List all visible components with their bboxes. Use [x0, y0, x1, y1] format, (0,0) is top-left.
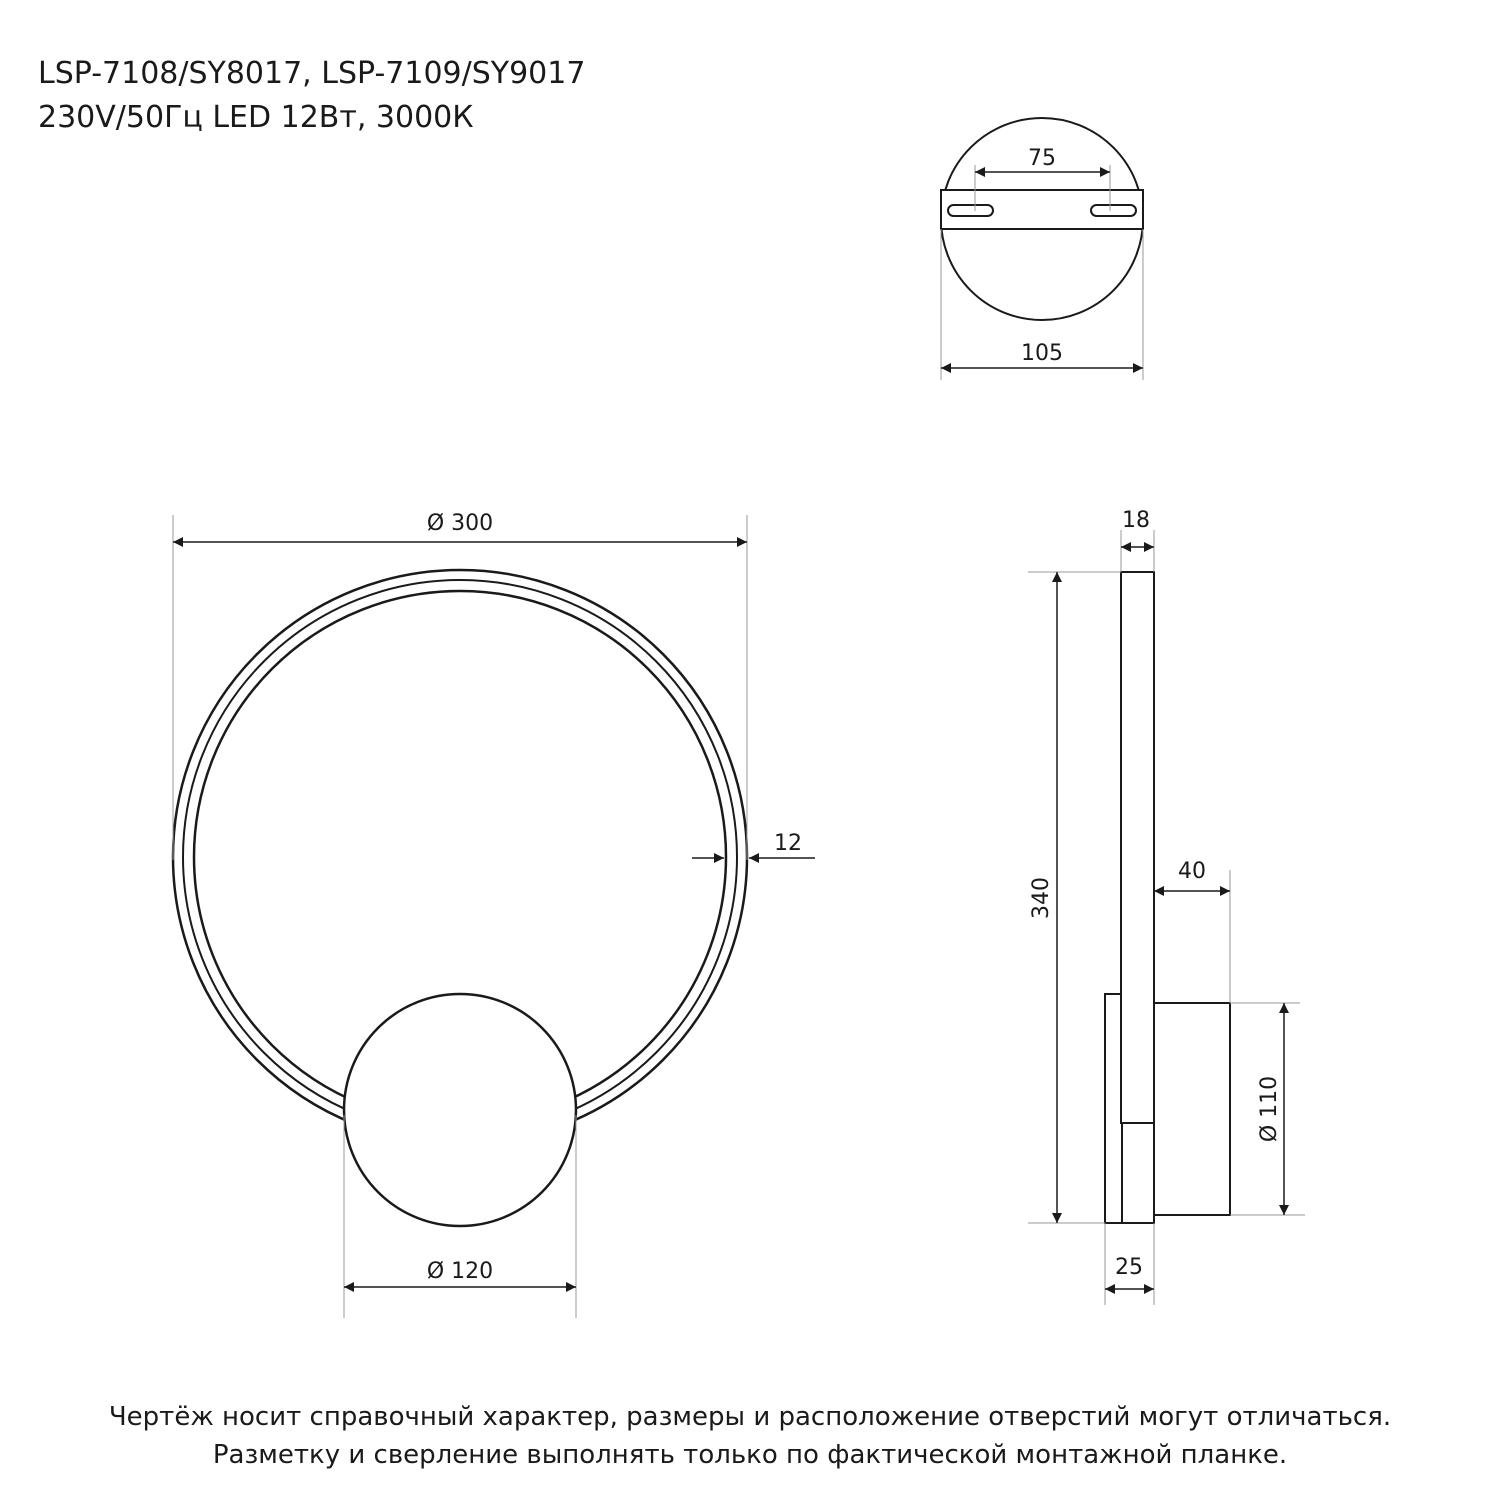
mounting-slot-left: [948, 205, 993, 216]
model-numbers: LSP-7108/SY8017, LSP-7109/SY9017: [38, 56, 586, 91]
dim-label-120: Ø 120: [426, 1259, 494, 1284]
base-disc-front: [344, 994, 576, 1226]
side-ring-profile: [1121, 572, 1154, 1123]
side-base-cover: [1122, 1123, 1154, 1223]
top-view: [941, 118, 1143, 380]
dim-label-75: 75: [1028, 146, 1056, 171]
dim-label-18: 18: [1122, 508, 1150, 533]
dim-label-110: Ø 110: [1257, 1075, 1282, 1143]
mounting-slot-right: [1091, 205, 1136, 216]
disclaimer-line-1: Чертёж носит справочный характер, размеры и расположение отверстий могут отличаться.: [108, 1402, 1392, 1432]
side-mount-plate: [1105, 994, 1122, 1223]
side-view: [1028, 508, 1305, 1305]
side-base-body: [1154, 1003, 1230, 1215]
disclaimer-line-2: Разметку и сверление выполнять только по фактической монтажной планке.: [212, 1440, 1288, 1470]
dim-label-40: 40: [1178, 859, 1206, 884]
dim-label-300: Ø 300: [426, 511, 494, 536]
dim-label-25: 25: [1115, 1255, 1143, 1280]
dim-label-340: 340: [1029, 877, 1054, 919]
disclaimer: [0, 1398, 1500, 1474]
dim-label-105: 105: [1021, 341, 1063, 366]
electrical-specs: 230V/50Гц LED 12Вт, 3000К: [38, 100, 474, 135]
front-view: [173, 511, 815, 1318]
dim-label-12: 12: [774, 831, 802, 856]
